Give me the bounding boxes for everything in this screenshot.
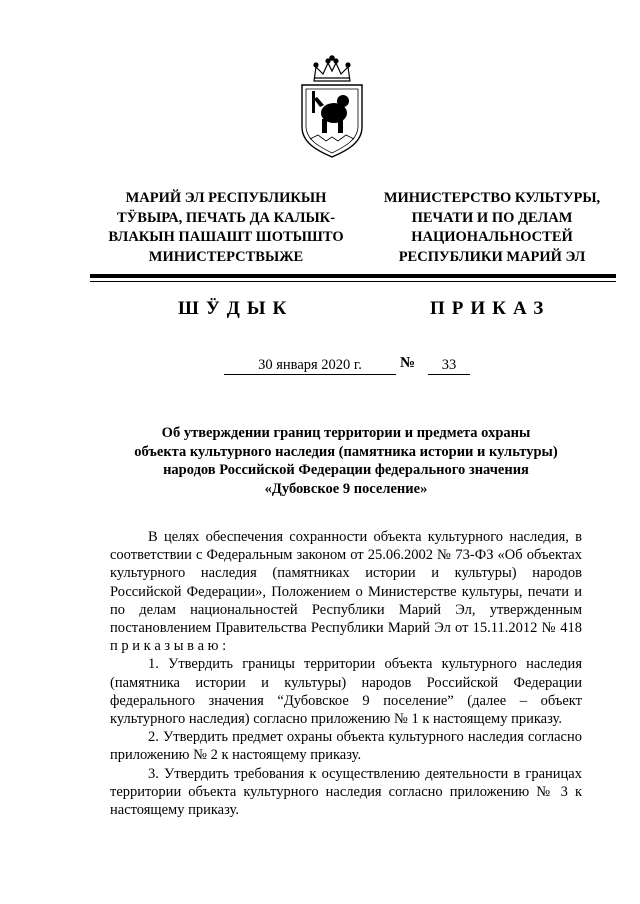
title-line: «Дубовское 9 поселение» [264, 480, 428, 497]
number-sign: № [400, 355, 416, 371]
intro-paragraph: В целях обеспечения сохранности объекта культурного наследия, в соответствии с Федеральным законом от 25.06.2002 № 73-ФЗ «Об объектах культурного наследия (памятниках истории и культуры) народов Российской Федерации», Положением о Министерстве культуры, печати и по делам национальностей Республики Марий Эл, утвержденным постановлением Правительства Республики Марий Эл от 15.11.2012 № 418 п р и к а з ы в а ю : [110, 529, 582, 655]
doc-type-russian: ПРИКАЗ [430, 298, 551, 319]
header-right [368, 189, 616, 267]
header-right-line: РЕСПУБЛИКИ МАРИЙ ЭЛ [398, 248, 586, 265]
doc-type-mari: ШӰДЫК [178, 298, 294, 319]
title-line: объекта культурного наследия (памятника истории и культуры) [134, 443, 558, 460]
order-item: 1. Утвердить границы территории объекта культурного наследия (памятника истории и культуры) народов Российской Федерации федерального значения “Дубовское 9 поселение” (далее – объект культурного наследия) согласно приложению № 1 к настоящему приказу. [110, 656, 582, 728]
header-left-line: ТӰВЫРА, ПЕЧАТЬ ДА КАЛЫК- [116, 209, 336, 226]
header-left [92, 189, 360, 267]
crown-icon [314, 56, 350, 81]
document-title [110, 424, 582, 498]
order-date: 30 января 2020 г. [224, 356, 396, 375]
header-right-line: ПЕЧАТИ И ПО ДЕЛАМ [411, 209, 573, 226]
title-line: Об утверждении границ территории и предмета охраны [161, 425, 531, 441]
bear-icon [312, 91, 349, 133]
order-item: 3. Утвердить требования к осуществлению деятельности в границах территории объекта культурного наследия согласно приложению № 3 к настоящему приказу. [110, 765, 582, 819]
order-item: 2. Утвердить предмет охраны объекта культурного наследия согласно приложению № 2 к настоящему приказу. [110, 729, 582, 764]
header-right-line: НАЦИОНАЛЬНОСТЕЙ [411, 229, 573, 245]
document-body [110, 528, 582, 819]
header-divider-thick [90, 274, 616, 278]
coat-of-arms-emblem [296, 55, 368, 159]
header-left-line: МАРИЙ ЭЛ РЕСПУБЛИКЫН [125, 190, 327, 206]
header-right-line: МИНИСТЕРСТВО КУЛЬТУРЫ, [383, 190, 601, 206]
order-number: 33 [428, 356, 470, 375]
header-left-line: ВЛАКЫН ПАШАШТ ШОТЫШТО [108, 229, 344, 245]
header-left-line: МИНИСТЕРСТВЫЖЕ [148, 248, 304, 265]
title-line: народов Российской Федерации федерального значения [163, 462, 529, 478]
header-divider-thin [90, 281, 616, 282]
